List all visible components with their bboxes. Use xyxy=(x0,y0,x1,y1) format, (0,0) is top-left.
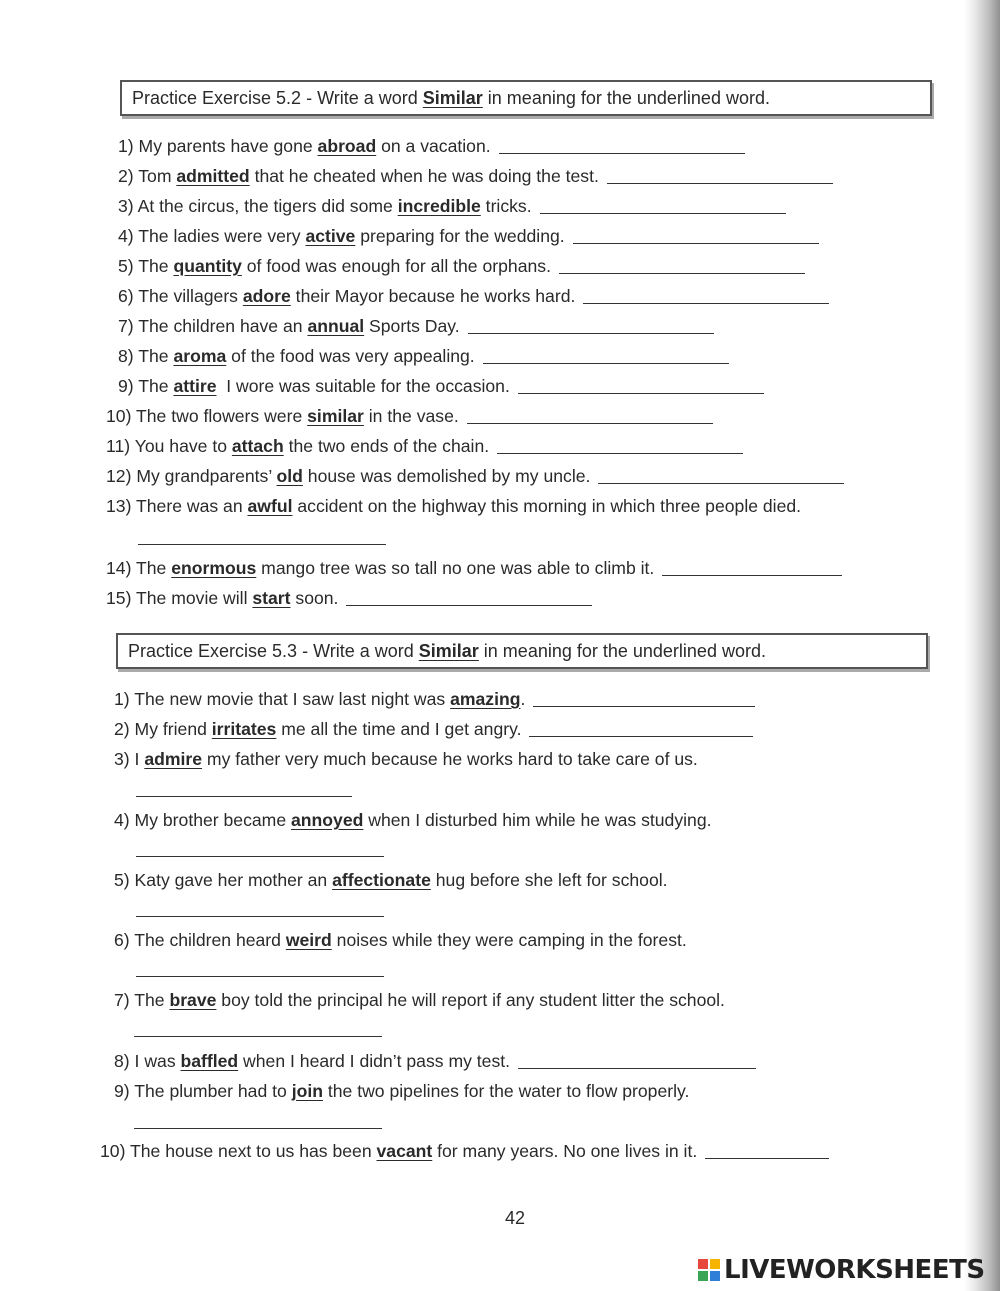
exercise-5-2-question-1 xyxy=(118,136,745,157)
question-number: 9) xyxy=(114,1081,130,1101)
exercise-5-2-question-15 xyxy=(106,588,592,609)
header-keyword: Similar xyxy=(418,641,479,661)
question-number: 1) xyxy=(118,136,134,156)
liveworksheets-logo-icon xyxy=(698,1259,720,1281)
exercise-5-2-question-8 xyxy=(118,346,729,367)
underlined-word: adore xyxy=(242,286,291,306)
answer-blank[interactable] xyxy=(518,1068,756,1069)
exercise-5-3-question-3 xyxy=(114,749,698,770)
scan-page-edge xyxy=(964,0,1000,1291)
question-text: The ladies were very xyxy=(138,226,306,246)
underlined-word: annual xyxy=(307,316,365,336)
question-number: 3) xyxy=(114,749,130,769)
underlined-word: incredible xyxy=(397,196,481,216)
question-text-end: soon. xyxy=(290,588,339,608)
exercise-5-3-question-4 xyxy=(114,810,712,831)
exercise-5-2-header xyxy=(120,80,932,116)
answer-blank[interactable] xyxy=(529,736,753,737)
question-text: My parents have gone xyxy=(138,136,318,156)
underlined-word: attire xyxy=(173,376,217,396)
question-text: I xyxy=(134,749,145,769)
question-number: 3) xyxy=(118,196,134,216)
question-text: At the circus, the tigers did some xyxy=(137,196,398,216)
question-text-end: Sports Day. xyxy=(364,316,460,336)
question-text-end: their Mayor because he works hard. xyxy=(290,286,576,306)
underlined-word: aroma xyxy=(173,346,227,366)
answer-blank[interactable] xyxy=(134,1128,382,1129)
underlined-word: abroad xyxy=(317,136,377,156)
question-number: 9) xyxy=(118,376,134,396)
question-text: The plumber had to xyxy=(134,1081,292,1101)
question-text: The children heard xyxy=(134,930,286,950)
question-text-end: when I disturbed him while he was studying. xyxy=(363,810,712,830)
question-text: The house next to us has been xyxy=(130,1141,377,1161)
question-text: The xyxy=(138,256,174,276)
question-text: My grandparents’ xyxy=(136,466,277,486)
answer-blank[interactable] xyxy=(138,544,386,545)
exercise-5-2-question-7 xyxy=(118,316,714,337)
exercise-5-3-question-9 xyxy=(114,1081,689,1102)
exercise-5-2-question-14 xyxy=(106,558,842,579)
question-text: The xyxy=(138,376,174,396)
underlined-word: active xyxy=(305,226,356,246)
underlined-word: enormous xyxy=(171,558,257,578)
question-text-end: noises while they were camping in the forest. xyxy=(331,930,687,950)
underlined-word: awful xyxy=(247,496,293,516)
answer-blank[interactable] xyxy=(518,393,764,394)
question-text: I was xyxy=(134,1051,181,1071)
question-number: 2) xyxy=(118,166,134,186)
question-number: 7) xyxy=(118,316,134,336)
exercise-5-3-question-6 xyxy=(114,930,687,951)
exercise-5-2-question-12 xyxy=(106,466,844,487)
page-number: 42 xyxy=(504,1208,526,1228)
header-text-end: in meaning for the underlined word. xyxy=(482,88,770,108)
answer-blank[interactable] xyxy=(573,243,819,244)
question-text: The villagers xyxy=(138,286,243,306)
question-number: 5) xyxy=(118,256,134,276)
exercise-5-3-question-7 xyxy=(114,990,725,1011)
question-text-end: I wore was suitable for the occasion. xyxy=(216,376,510,396)
answer-blank[interactable] xyxy=(136,796,352,797)
question-text-end: mango tree was so tall no one was able to climb it. xyxy=(256,558,655,578)
underlined-word: start xyxy=(252,588,291,608)
underlined-word: amazing xyxy=(450,689,521,709)
question-text-end: the two ends of the chain. xyxy=(283,436,490,456)
question-text-end: for many years. No one lives in it. xyxy=(432,1141,698,1161)
question-text-end: of the food was very appealing. xyxy=(226,346,475,366)
underlined-word: weird xyxy=(285,930,332,950)
question-number: 12) xyxy=(106,466,132,486)
question-number: 10) xyxy=(106,406,132,426)
answer-blank[interactable] xyxy=(662,575,842,576)
underlined-word: annoyed xyxy=(291,810,364,830)
watermark-text: LIVEWORKSHEETS xyxy=(724,1255,985,1285)
answer-blank[interactable] xyxy=(705,1158,829,1159)
question-text-end: accident on the highway this morning in which three people died. xyxy=(292,496,802,516)
answer-blank[interactable] xyxy=(559,273,805,274)
exercise-5-2-question-13 xyxy=(106,496,801,517)
exercise-5-3-question-8 xyxy=(114,1051,756,1072)
question-text-end: when I heard I didn’t pass my test. xyxy=(238,1051,511,1071)
answer-blank[interactable] xyxy=(533,706,755,707)
question-text: The xyxy=(136,558,172,578)
header-text-end: in meaning for the underlined word. xyxy=(478,641,766,661)
question-number: 6) xyxy=(118,286,134,306)
underlined-word: old xyxy=(276,466,303,486)
question-text-end: house was demolished by my uncle. xyxy=(302,466,591,486)
header-keyword: Similar xyxy=(422,88,483,108)
underlined-word: irritates xyxy=(211,719,277,739)
question-number: 11) xyxy=(106,436,131,456)
answer-blank[interactable] xyxy=(136,976,384,977)
question-text-end: boy told the principal he will report if any student litter the school. xyxy=(216,990,725,1010)
answer-blank[interactable] xyxy=(346,605,592,606)
exercise-5-2-question-4 xyxy=(118,226,819,247)
question-number: 14) xyxy=(106,558,132,578)
underlined-word: quantity xyxy=(173,256,242,276)
question-number: 8) xyxy=(118,346,134,366)
answer-blank[interactable] xyxy=(583,303,829,304)
exercise-5-3-question-2 xyxy=(114,719,753,740)
question-number: 4) xyxy=(118,226,134,246)
exercise-5-2-question-10 xyxy=(106,406,713,427)
answer-blank[interactable] xyxy=(483,363,729,364)
question-number: 8) xyxy=(114,1051,130,1071)
question-text-end: preparing for the wedding. xyxy=(355,226,565,246)
exercise-5-2-question-2 xyxy=(118,166,833,187)
underlined-word: admitted xyxy=(176,166,250,186)
underlined-word: affectionate xyxy=(332,870,431,890)
question-text-end: on a vacation. xyxy=(376,136,491,156)
question-text-end: me all the time and I get angry. xyxy=(276,719,522,739)
question-number: 5) xyxy=(114,870,130,890)
question-text: The new movie that I saw last night was xyxy=(134,689,451,709)
question-number: 4) xyxy=(114,810,130,830)
exercise-5-2-question-9 xyxy=(118,376,764,397)
question-text: My friend xyxy=(134,719,212,739)
question-text: There was an xyxy=(136,496,248,516)
question-text: Katy gave her mother an xyxy=(134,870,333,890)
underlined-word: vacant xyxy=(376,1141,433,1161)
answer-blank[interactable] xyxy=(467,423,713,424)
question-text: You have to xyxy=(134,436,232,456)
question-text-end: the two pipelines for the water to flow properly. xyxy=(322,1081,690,1101)
answer-blank[interactable] xyxy=(134,1036,382,1037)
question-text-end: hug before she left for school. xyxy=(430,870,668,890)
underlined-word: baffled xyxy=(180,1051,239,1071)
exercise-5-2-question-6 xyxy=(118,286,829,307)
question-text-end: in the vase. xyxy=(363,406,459,426)
question-number: 6) xyxy=(114,930,130,950)
question-text: The xyxy=(134,990,170,1010)
header-text: Practice Exercise 5.3 - Write a word xyxy=(128,641,419,661)
answer-blank[interactable] xyxy=(499,153,745,154)
question-number: 1) xyxy=(114,689,130,709)
question-text-end: of food was enough for all the orphans. xyxy=(241,256,551,276)
exercise-5-3-question-5 xyxy=(114,870,668,891)
question-text-end: . xyxy=(520,689,526,709)
question-text: The children have an xyxy=(138,316,308,336)
exercise-5-3-header xyxy=(116,633,928,669)
answer-blank[interactable] xyxy=(497,453,743,454)
question-number: 10) xyxy=(100,1141,126,1161)
answer-blank[interactable] xyxy=(136,916,384,917)
exercise-5-3-question-10 xyxy=(100,1141,829,1162)
answer-blank[interactable] xyxy=(540,213,786,214)
answer-blank[interactable] xyxy=(468,333,714,334)
answer-blank[interactable] xyxy=(607,183,833,184)
question-text-end: that he cheated when he was doing the test. xyxy=(249,166,599,186)
header-text: Practice Exercise 5.2 - Write a word xyxy=(132,88,423,108)
underlined-word: similar xyxy=(307,406,364,426)
answer-blank[interactable] xyxy=(598,483,844,484)
question-text: The xyxy=(138,346,174,366)
exercise-5-2-question-5 xyxy=(118,256,805,277)
question-text-end: my father very much because he works hard to take care of us. xyxy=(202,749,698,769)
underlined-word: join xyxy=(291,1081,323,1101)
question-text: Tom xyxy=(138,166,177,186)
question-number: 13) xyxy=(106,496,132,516)
question-text: The two flowers were xyxy=(136,406,308,426)
exercise-5-2-question-11 xyxy=(106,436,743,457)
question-number: 15) xyxy=(106,588,132,608)
underlined-word: brave xyxy=(169,990,217,1010)
underlined-word: attach xyxy=(231,436,284,456)
exercise-5-2-question-3 xyxy=(118,196,786,217)
liveworksheets-watermark xyxy=(698,1254,985,1286)
question-number: 7) xyxy=(114,990,130,1010)
question-number: 2) xyxy=(114,719,130,739)
answer-blank[interactable] xyxy=(136,856,384,857)
underlined-word: admire xyxy=(144,749,203,769)
question-text: My brother became xyxy=(134,810,292,830)
exercise-5-3-question-1 xyxy=(114,689,755,710)
question-text-end: tricks. xyxy=(480,196,532,216)
question-text: The movie will xyxy=(136,588,253,608)
